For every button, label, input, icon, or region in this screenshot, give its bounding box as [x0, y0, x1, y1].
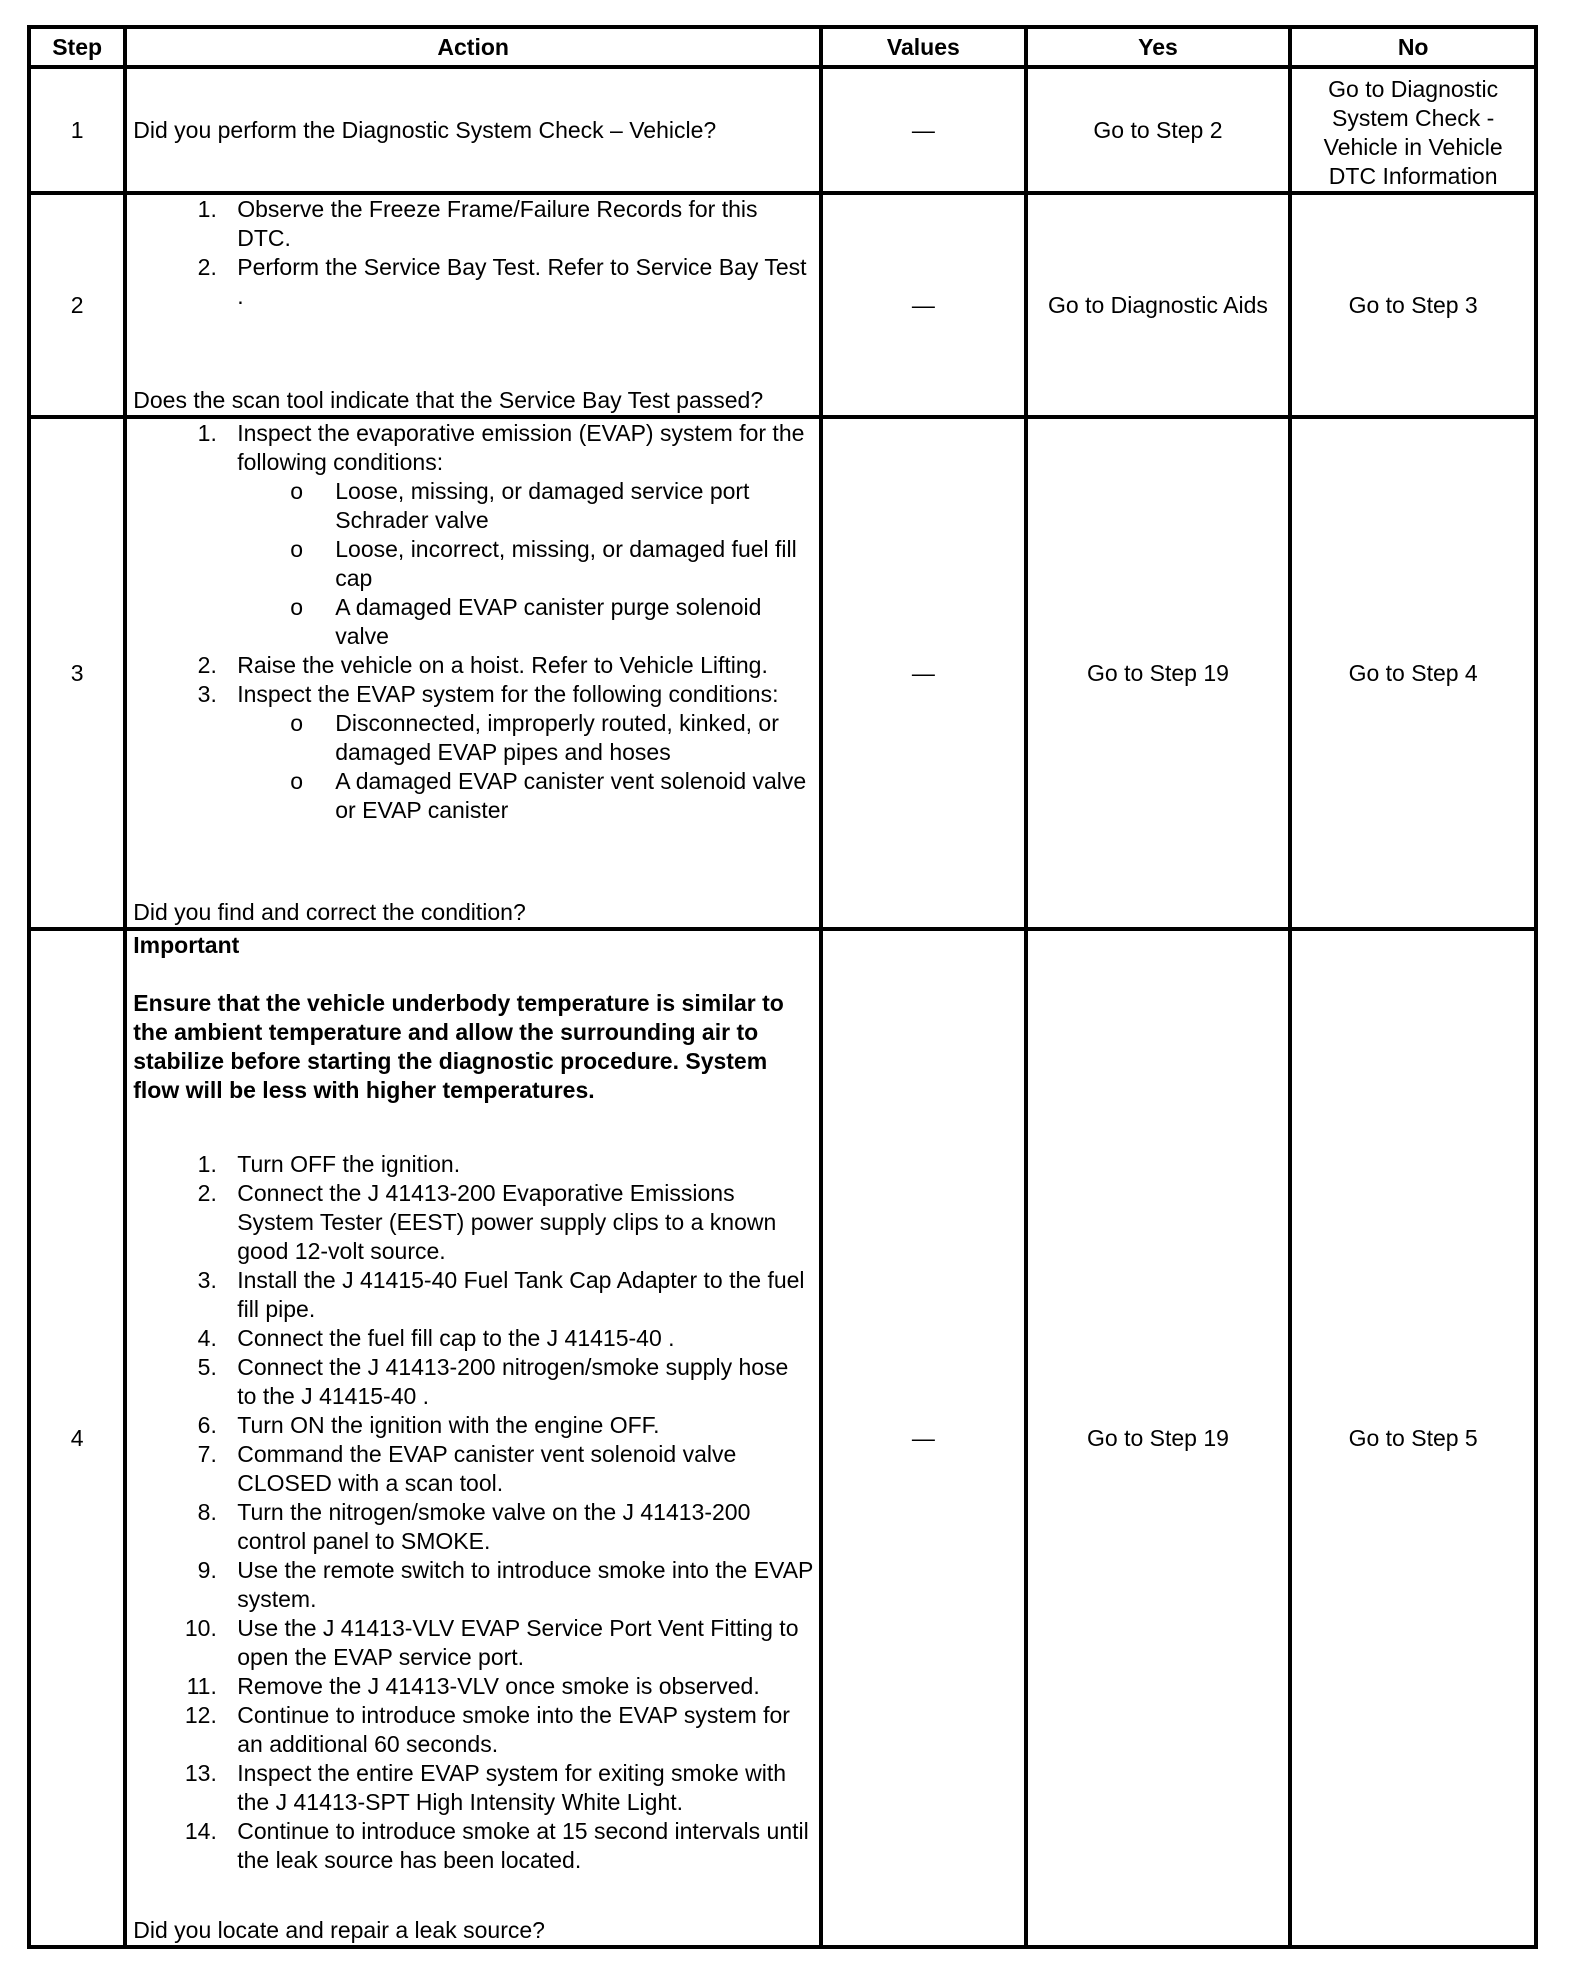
table-row	[29, 193, 1536, 417]
list-item: 1. Turn OFF the ignition.	[223, 1150, 813, 1179]
list-item: 8. Turn the nitrogen/smoke valve on the J 41413-200 control panel to SMOKE.	[223, 1498, 813, 1556]
no-cell: Go to Step 3	[1290, 193, 1536, 417]
list-item: 10. Use the J 41413-VLV EVAP Service Port Vent Fitting to open the EVAP service port.	[223, 1614, 813, 1672]
step-number: 4	[29, 929, 125, 1947]
action-cell	[125, 67, 821, 193]
sub-list-item: o Loose, incorrect, missing, or damaged fuel fill cap	[335, 535, 813, 593]
list-item: 2. Perform the Service Bay Test. Refer to Service Bay Test .	[223, 253, 813, 311]
yes-cell: Go to Step 2	[1026, 67, 1291, 193]
header-values: Values	[821, 27, 1026, 67]
instruction-list	[133, 1150, 813, 1875]
important-title: Important	[133, 932, 240, 958]
list-item: 7. Command the EVAP canister vent solenoid valve CLOSED with a scan tool.	[223, 1440, 813, 1498]
table-row	[29, 929, 1536, 1947]
step-number: 2	[29, 193, 125, 417]
step-number: 1	[29, 67, 125, 193]
yes-cell: Go to Step 19	[1026, 929, 1291, 1947]
question-text: Does the scan tool indicate that the Service Bay Test passed?	[133, 387, 764, 413]
list-item: 2. Connect the J 41413-200 Evaporative Emissions System Tester (EEST) power supply clips to a known good 12-volt source.	[223, 1179, 813, 1266]
question-text: Did you locate and repair a leak source?	[133, 1917, 545, 1943]
list-item: 9. Use the remote switch to introduce smoke into the EVAP system.	[223, 1556, 813, 1614]
sub-list	[237, 709, 813, 825]
sub-list	[237, 477, 813, 651]
list-item-text: Inspect the evaporative emission (EVAP) system for the following conditions:	[237, 420, 805, 475]
no-cell: Go to Step 5	[1290, 929, 1536, 1947]
action-cell	[125, 193, 821, 417]
list-item: 5. Connect the J 41413-200 nitrogen/smoke supply hose to the J 41415-40 .	[223, 1353, 813, 1411]
important-note: Ensure that the vehicle underbody temperature is similar to the ambient temperature and allow the surrounding air to stabilize before starting the diagnostic procedure. System flow will be less with higher temperatures.	[133, 990, 784, 1103]
no-cell: Go to Step 4	[1290, 417, 1536, 929]
instruction-list	[133, 195, 813, 311]
list-item: 4. Connect the fuel fill cap to the J 41415-40 .	[223, 1324, 813, 1353]
sub-list-item: o A damaged EVAP canister purge solenoid valve	[335, 593, 813, 651]
sub-list-item: o Loose, missing, or damaged service port Schrader valve	[335, 477, 813, 535]
value-cell: —	[821, 929, 1026, 1947]
yes-cell: Go to Diagnostic Aids	[1026, 193, 1291, 417]
header-no: No	[1290, 27, 1536, 67]
step-number: 3	[29, 417, 125, 929]
table-row	[29, 67, 1536, 193]
list-item: 13. Inspect the entire EVAP system for exiting smoke with the J 41413-SPT High Intensity White Light.	[223, 1759, 813, 1817]
diagnostic-table	[27, 25, 1538, 1949]
yes-cell: Go to Step 19	[1026, 417, 1291, 929]
list-item: 12. Continue to introduce smoke into the EVAP system for an additional 60 seconds.	[223, 1701, 813, 1759]
list-item: 14. Continue to introduce smoke at 15 second intervals until the leak source has been located.	[223, 1817, 813, 1875]
list-item: 2. Raise the vehicle on a hoist. Refer to Vehicle Lifting.	[223, 651, 813, 680]
sub-list-item: o A damaged EVAP canister vent solenoid valve or EVAP canister	[335, 767, 813, 825]
list-item: 1. Observe the Freeze Frame/Failure Records for this DTC.	[223, 195, 813, 253]
value-cell: —	[821, 193, 1026, 417]
value-cell: —	[821, 67, 1026, 193]
list-item	[223, 419, 813, 651]
sub-list-item: o Disconnected, improperly routed, kinked, or damaged EVAP pipes and hoses	[335, 709, 813, 767]
list-item: 11. Remove the J 41413-VLV once smoke is observed.	[223, 1672, 813, 1701]
action-cell	[125, 929, 821, 1947]
question-text: Did you perform the Diagnostic System Check – Vehicle?	[133, 116, 717, 143]
header-row	[29, 27, 1536, 67]
question-text: Did you find and correct the condition?	[133, 899, 526, 925]
list-item-text: Inspect the EVAP system for the following conditions:	[237, 681, 779, 707]
instruction-list	[133, 419, 813, 825]
header-yes: Yes	[1026, 27, 1291, 67]
table-row	[29, 417, 1536, 929]
list-item: 6. Turn ON the ignition with the engine OFF.	[223, 1411, 813, 1440]
no-cell: Go to Diagnostic System Check - Vehicle in Vehicle DTC Information	[1290, 67, 1536, 193]
list-item: 3. Install the J 41415-40 Fuel Tank Cap Adapter to the fuel fill pipe.	[223, 1266, 813, 1324]
header-step: Step	[29, 27, 125, 67]
value-cell: —	[821, 417, 1026, 929]
list-item	[223, 680, 813, 825]
action-cell	[125, 417, 821, 929]
header-action: Action	[125, 27, 821, 67]
